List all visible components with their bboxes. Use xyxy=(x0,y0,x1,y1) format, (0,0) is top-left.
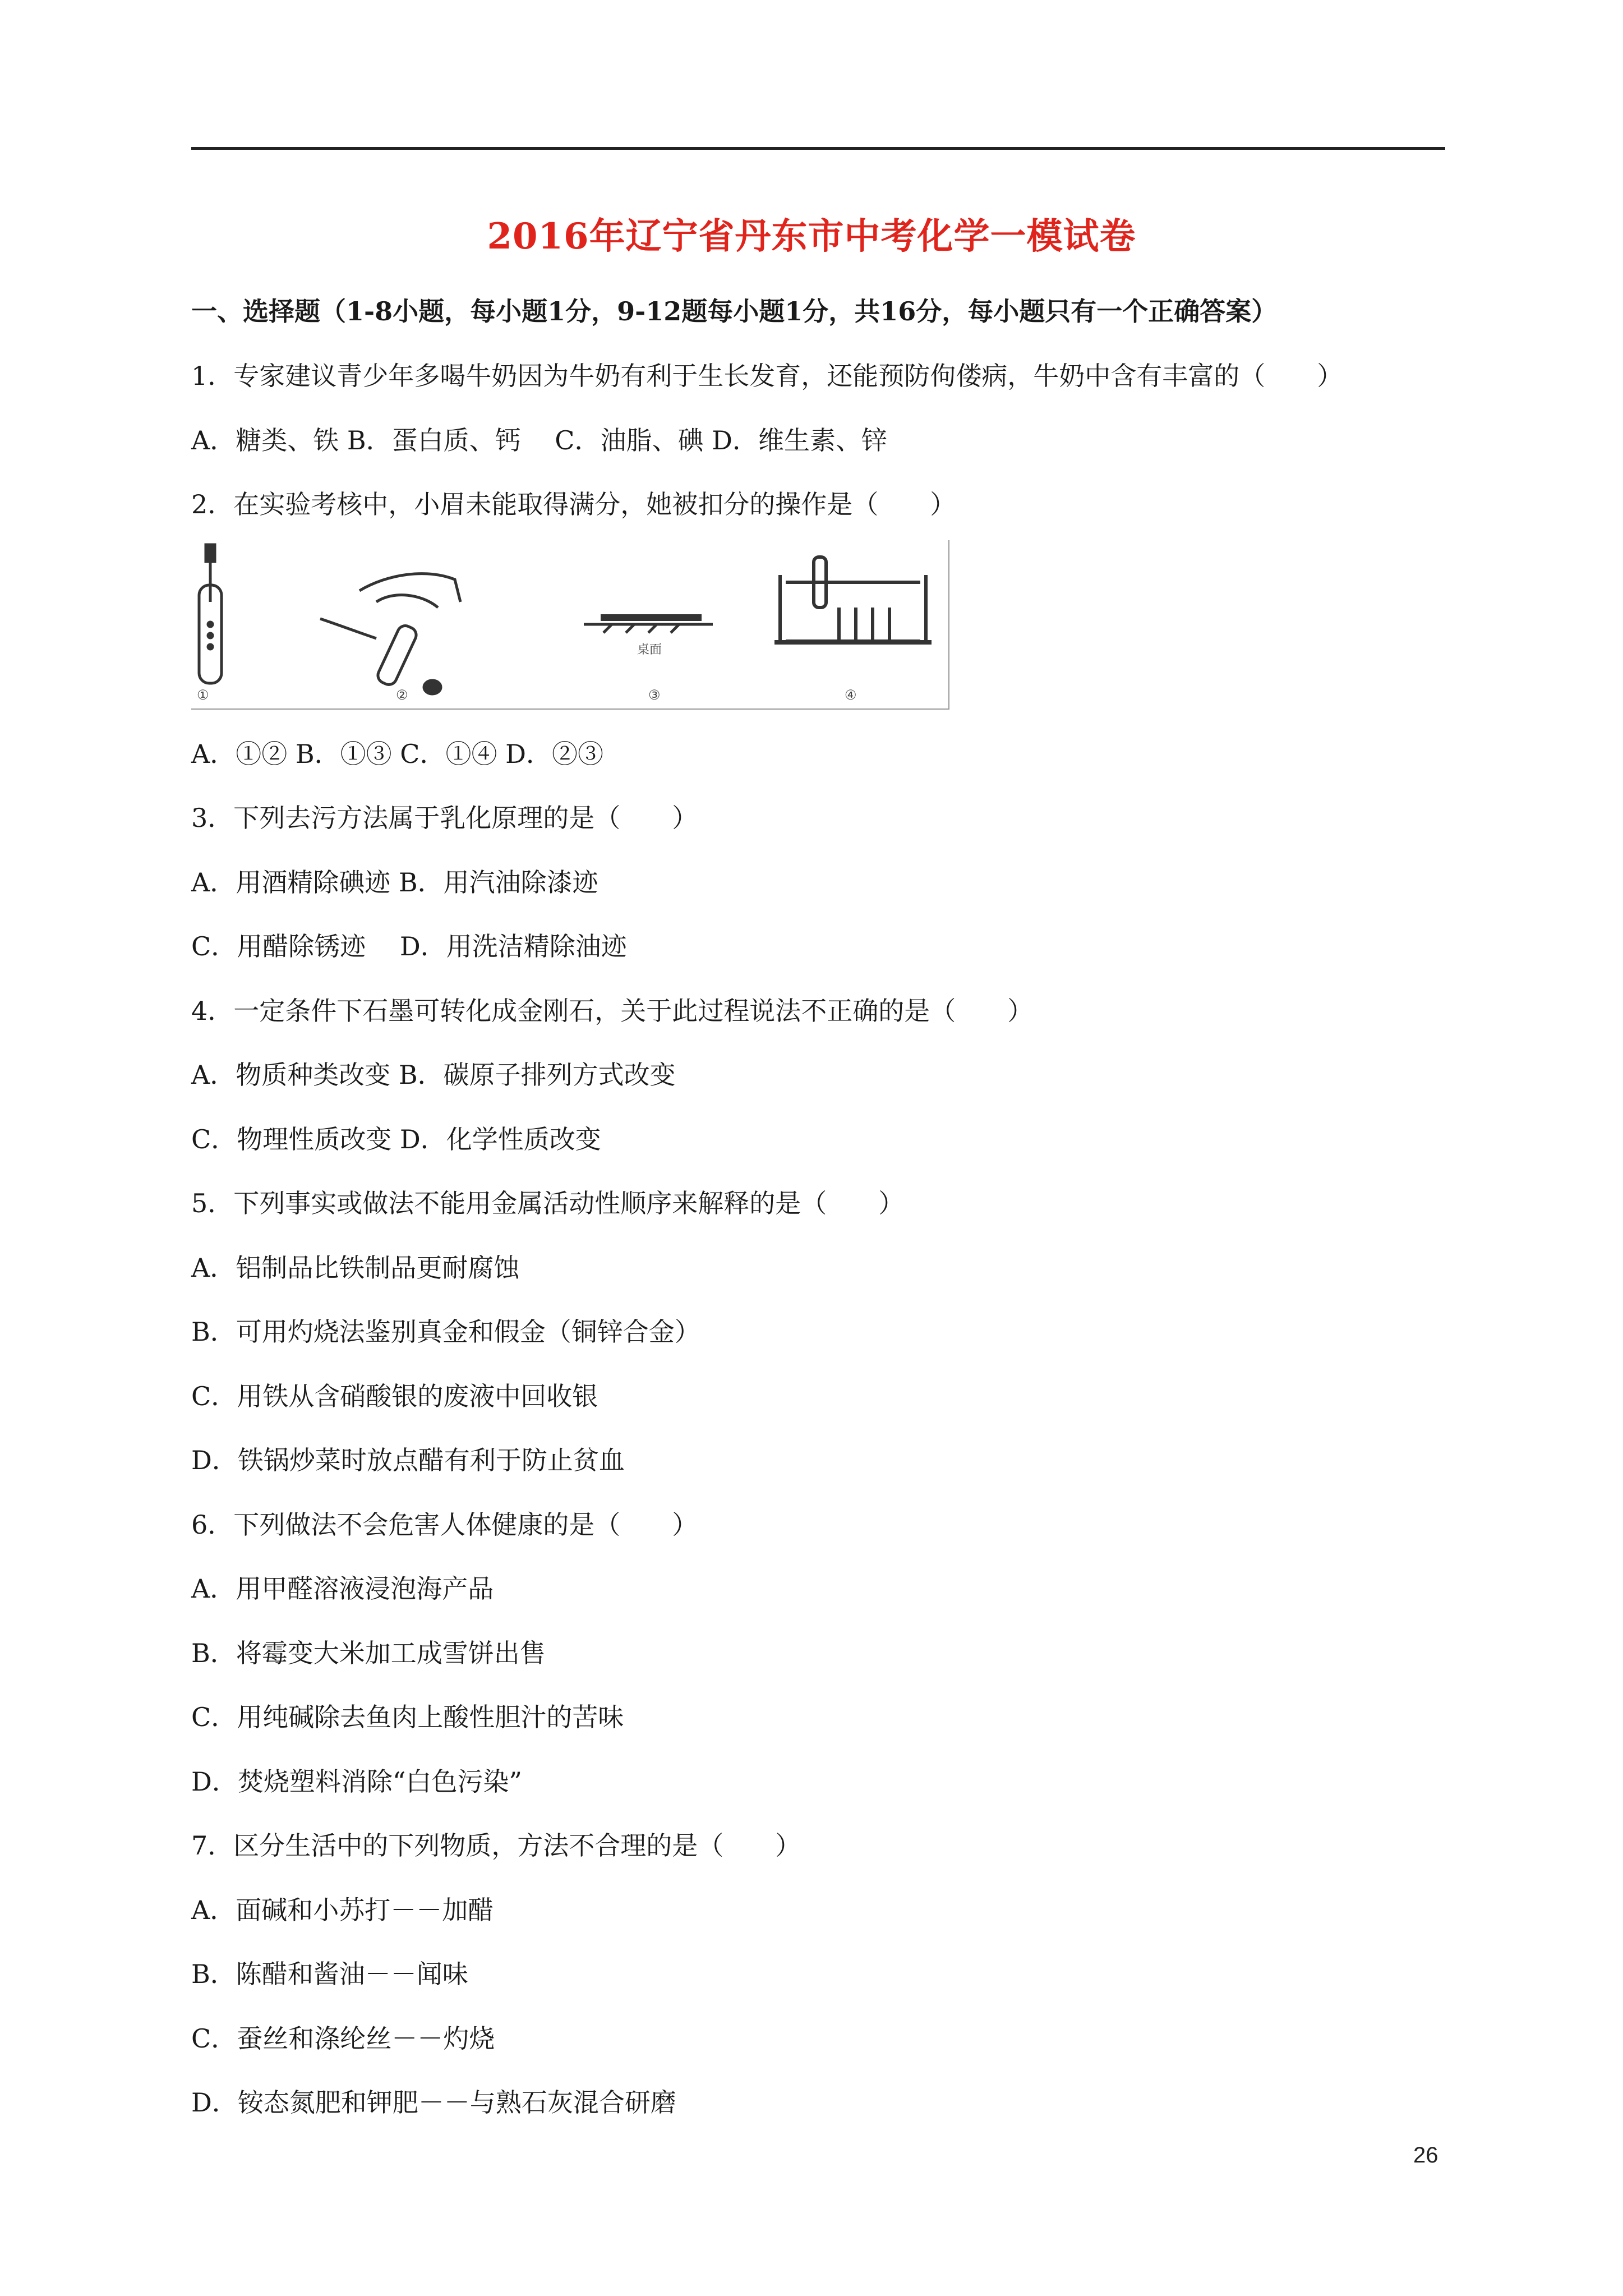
hand-test-tube-drawing xyxy=(320,573,460,693)
question-7-option-b: B．陈醋和酱油－－闻味 xyxy=(191,1959,468,1989)
question-2-stem: 2．在实验考核中，小眉未能取得满分，她被扣分的操作是（ ） xyxy=(191,489,956,519)
question-6-option-c: C．用纯碱除去鱼肉上酸性胆汁的苦味 xyxy=(191,1702,624,1732)
question-7-option-d: D．铵态氮肥和钾肥－－与熟石灰混合研磨 xyxy=(191,2087,676,2118)
table-label: 桌面 xyxy=(637,642,662,657)
question-4-options-cd: C．物理性质改变 D．化学性质改变 xyxy=(191,1124,601,1154)
question-4-options-ab: A．物质种类改变 B．碳原子排列方式改变 xyxy=(191,1060,676,1090)
question-6-option-d: D．焚烧塑料消除“白色污染” xyxy=(191,1766,522,1797)
figure-label-4: ④ xyxy=(845,687,857,703)
question-5-option-d: D．铁锅炒菜时放点醋有利于防止贫血 xyxy=(191,1445,625,1475)
question-6-stem: 6．下列做法不会危害人体健康的是（ ） xyxy=(191,1509,698,1540)
figure-label-1: ① xyxy=(197,687,209,703)
question-5-option-a: A．铝制品比铁制品更耐腐蚀 xyxy=(191,1252,520,1283)
experiment-figure xyxy=(191,540,949,710)
exam-content xyxy=(191,286,1447,2142)
question-1-options: A．糖类、铁 B．蛋白质、钙 C．油脂、碘 D．维生素、锌 xyxy=(191,425,887,455)
header-rule xyxy=(191,147,1445,150)
question-6-option-b: B．将霉变大米加工成雪饼出售 xyxy=(191,1637,546,1668)
question-7-stem: 7．区分生活中的下列物质，方法不合理的是（ ） xyxy=(191,1830,801,1861)
question-3-stem: 3．下列去污方法属于乳化原理的是（ ） xyxy=(191,803,698,833)
question-7-option-a: A．面碱和小苏打－－加醋 xyxy=(191,1894,494,1925)
experiment-illustration xyxy=(191,540,948,708)
question-4-stem: 4．一定条件下石墨可转化成金刚石，关于此过程说法不正确的是（ ） xyxy=(191,995,1034,1026)
question-5-option-b: B．可用灼烧法鉴别真金和假金（铜锌合金） xyxy=(191,1317,700,1347)
question-7-option-c: C．蚕丝和涤纶丝－－灼烧 xyxy=(191,2023,495,2054)
question-5-option-c: C．用铁从含硝酸银的废液中回收银 xyxy=(191,1381,598,1411)
test-tube-dropper-drawing xyxy=(199,545,222,683)
table-drawing xyxy=(584,618,713,633)
question-2-options: A．①② B．①③ C．①④ D．②③ xyxy=(191,738,603,769)
question-1-stem: 1．专家建议青少年多喝牛奶因为牛奶有利于生长发育，还能预防佝偻病，牛奶中含有丰富的（ ） xyxy=(191,361,1343,391)
section-heading: 一、选择题（1-8小题，每小题1分，9-12题每小题1分，共16分，每小题只有一个正确答案） xyxy=(191,296,1278,326)
question-3-options-ab: A．用酒精除碘迹 B．用汽油除漆迹 xyxy=(191,867,598,898)
question-3-options-cd: C．用醋除锈迹 D．用洗洁精除油迹 xyxy=(191,931,627,961)
page-title: 2016年辽宁省丹东市中考化学一模试卷 xyxy=(487,215,1136,257)
test-tube-rack-drawing xyxy=(774,557,932,642)
question-6-option-a: A．用甲醛溶液浸泡海产品 xyxy=(191,1573,494,1604)
page-number: 26 xyxy=(1413,2143,1438,2168)
figure-label-2: ② xyxy=(396,687,408,703)
figure-label-3: ③ xyxy=(648,687,661,703)
question-5-stem: 5．下列事实或做法不能用金属活动性顺序来解释的是（ ） xyxy=(191,1188,905,1218)
